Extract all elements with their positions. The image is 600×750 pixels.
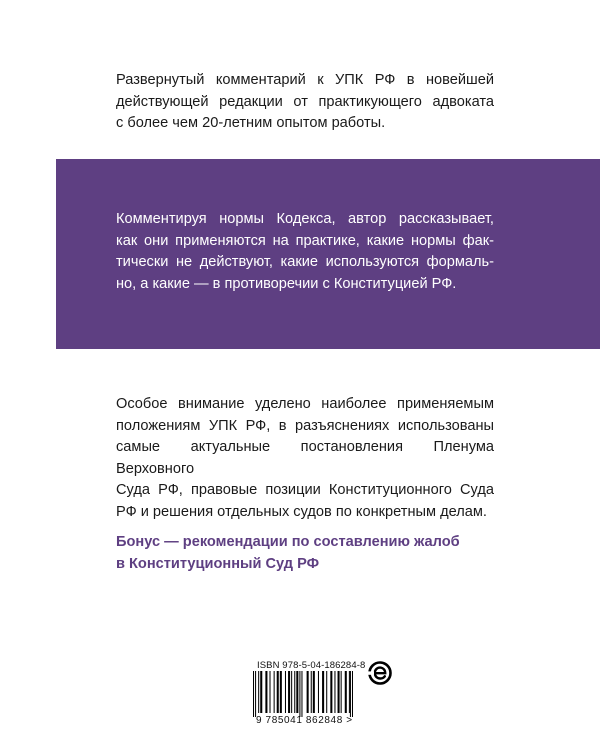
barcode-bar [294,671,295,713]
barcode-bar [253,671,254,717]
barcode-bar [269,671,270,713]
barcode-bar [334,671,335,713]
highlight-line: тически не действуют, какие используются формаль- [116,254,494,270]
intro-line: действующей редакции от практикующего адвоката [116,93,494,110]
barcode-bar [296,671,298,713]
intro-line: Развернутый комментарий к УПК РФ в новейшей [116,72,494,88]
barcode-bar [255,671,256,717]
barcode-bar [265,671,267,713]
focus-line: положениям УПК РФ, в разъяснениях использованы [116,417,494,434]
barcode-bar [318,671,319,713]
bonus-line: Бонус — рекомендации по составлению жалоб [116,534,460,550]
barcode-bar [326,671,327,713]
barcode-bar [352,671,353,717]
barcode-bar [277,671,279,713]
highlight-line: но, а какие — в противоречии с Конституцией РФ. [116,275,457,292]
barcode-bar [299,671,300,717]
barcode-bar [274,671,275,713]
barcode-bar [350,671,351,717]
focus-paragraph [116,394,494,523]
bonus-note [116,531,516,575]
barcode-bar [291,671,292,713]
barcode-bar [285,671,286,713]
focus-line: Особое внимание уделено наиболее применяемым [116,396,494,412]
barcode-bar [311,671,312,713]
barcode [249,671,359,717]
barcode-bar [322,671,324,713]
intro-line: с более чем 20-летним опытом работы. [116,115,386,131]
highlight-band [56,159,600,349]
barcode-bar [341,671,342,713]
highlight-line: Комментируя нормы Кодекса, автор рассказывает, [116,211,494,227]
barcode-digits: 9 785041 862848 > [256,715,353,726]
barcode-bar [258,671,259,713]
publisher-logo-icon [368,661,392,685]
focus-line: самые актуальные постановления Пленума Верховного [116,439,494,477]
focus-line: Суда РФ, правовые позиции Конституционного Суда [116,482,494,498]
intro-paragraph [116,70,494,135]
bonus-line: в Конституционный Суд РФ [116,556,320,572]
barcode-bar [313,671,315,713]
barcode-bar [345,671,347,713]
barcode-bar [330,671,332,713]
highlight-paragraph [116,209,494,295]
barcode-bar [338,671,340,713]
barcode-bar [260,671,262,713]
isbn-label: ISBN 978-5-04-186284-8 [257,660,366,671]
barcode-bar [349,671,350,713]
barcode-bar [288,671,290,713]
focus-line: РФ и решения отдельных судов по конкретным делам. [116,503,487,520]
barcode-bar [307,671,309,713]
barcode-bar [301,671,302,717]
barcode-bar [280,671,282,713]
highlight-line: как они применяются на практике, какие нормы фак- [116,232,494,249]
